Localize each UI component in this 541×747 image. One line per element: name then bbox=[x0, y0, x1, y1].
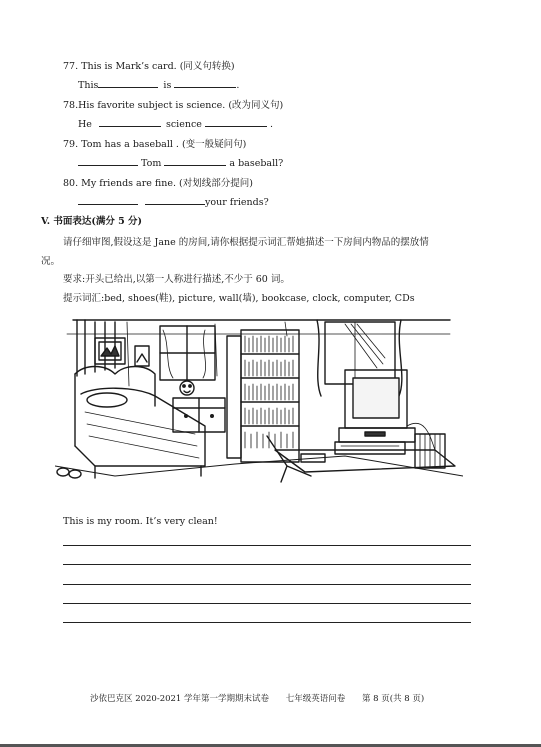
answer-word: a baseball? bbox=[229, 158, 284, 169]
writing-line[interactable] bbox=[63, 545, 471, 546]
bed bbox=[75, 367, 205, 479]
small-picture bbox=[135, 346, 149, 366]
answer-word: Tom bbox=[141, 158, 162, 169]
question-79-prompt: 79. Tom has a baseball . (变一般疑问句) bbox=[63, 139, 247, 150]
footer-paper: 七年级英语问卷 bbox=[285, 694, 346, 704]
writing-line[interactable] bbox=[63, 603, 471, 604]
answer-word: . bbox=[269, 119, 273, 130]
writing-line[interactable] bbox=[63, 622, 471, 623]
answer-blank[interactable] bbox=[164, 156, 226, 166]
clock bbox=[180, 381, 194, 395]
writing-line[interactable] bbox=[63, 584, 471, 585]
answer-blank[interactable] bbox=[78, 195, 138, 205]
question-78-prompt: 78.His favorite subject is science. (改为同义句) bbox=[63, 100, 284, 111]
instruction-line-1: 请仔细审图,假设这是 Jane 的房间,请你根据提示词汇帮她描述一下房间内物品的摆放情 bbox=[63, 237, 429, 248]
answer-blank[interactable] bbox=[98, 78, 158, 88]
answer-blank[interactable] bbox=[78, 156, 138, 166]
room-illustration bbox=[55, 316, 463, 490]
dresser bbox=[173, 398, 225, 432]
answer-word: . bbox=[236, 80, 240, 91]
question-77-answer-line bbox=[78, 78, 239, 91]
footer-page-number: 第 8 页(共 8 页) bbox=[361, 694, 425, 704]
answer-word: He bbox=[78, 119, 92, 130]
cds bbox=[415, 434, 445, 468]
hint-words: 提示词汇:bed, shoes(鞋), picture, wall(墙), bookcase, clock, computer, CDs bbox=[63, 293, 415, 304]
answer-blank[interactable] bbox=[99, 117, 161, 127]
question-78-answer-line bbox=[78, 117, 273, 130]
requirement-text: 要求:开头已给出,以第一人称进行描述,不少于 60 词。 bbox=[63, 274, 290, 285]
answer-blank[interactable] bbox=[205, 117, 267, 127]
opening-sentence: This is my room. It’s very clean! bbox=[63, 516, 218, 527]
instruction-line-2: 况。 bbox=[41, 256, 61, 267]
bookcase bbox=[227, 330, 299, 462]
question-80-prompt: 80. My friends are fine. (对划线部分提问) bbox=[63, 178, 253, 189]
question-77-prompt: 77. This is Mark’s card. (同义句转换) bbox=[63, 61, 235, 72]
answer-word: This bbox=[78, 80, 99, 91]
room-walls bbox=[55, 320, 463, 476]
answer-blank[interactable] bbox=[145, 195, 205, 205]
answer-blank[interactable] bbox=[174, 78, 236, 88]
section-heading: V. 书面表达(满分 5 分) bbox=[41, 216, 143, 227]
footer-school: 沙依巴克区 2020-2021 学年第一学期期末试卷 bbox=[90, 694, 270, 704]
page-footer bbox=[90, 692, 438, 704]
computer bbox=[275, 370, 455, 472]
answer-word: your friends? bbox=[205, 197, 269, 208]
answer-word: science bbox=[165, 119, 202, 130]
writing-line[interactable] bbox=[63, 564, 471, 565]
question-80-answer-line bbox=[78, 195, 269, 208]
question-79-answer-line bbox=[78, 156, 283, 169]
answer-word: is bbox=[163, 80, 172, 91]
wall-picture bbox=[95, 338, 125, 364]
